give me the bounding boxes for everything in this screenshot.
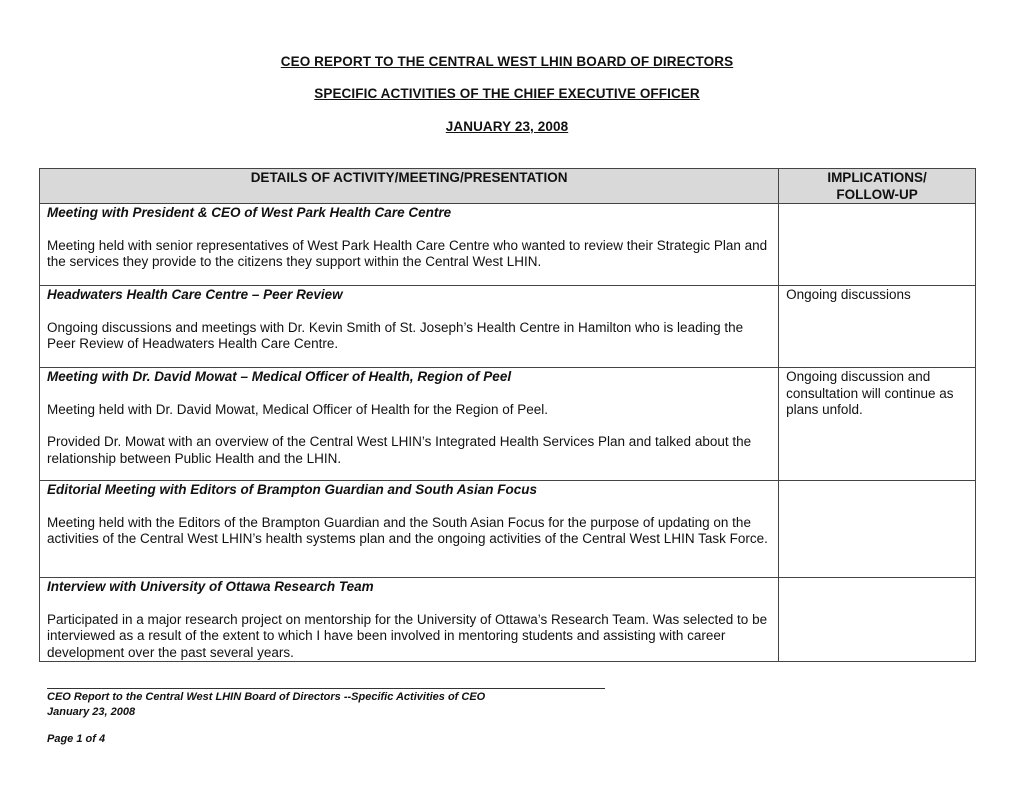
activity-paragraph: Provided Dr. Mowat with an overview of the Central West LHIN’s Integrated Health Services Plan and talked about the relationship between Public Health and the LHIN.	[47, 434, 752, 466]
table-row	[40, 578, 976, 662]
table-row	[40, 204, 976, 286]
table-row	[40, 286, 976, 368]
footer-date: January 23, 2008	[47, 706, 136, 718]
activity-followup: Ongoing discussion and consultation will continue as plans unfold.	[779, 368, 976, 481]
activity-paragraph: Meeting held with Dr. David Mowat, Medical Officer of Health for the Region of Peel.	[47, 401, 548, 417]
activity-followup	[779, 578, 976, 662]
footer-divider	[47, 688, 605, 689]
implications-header-line2: FOLLOW-UP	[836, 186, 918, 202]
report-title: CEO REPORT TO THE CENTRAL WEST LHIN BOARD OF DIRECTORS	[280, 54, 734, 69]
activity-followup: Ongoing discussions	[779, 286, 976, 368]
activity-details	[40, 286, 779, 368]
report-date: JANUARY 23, 2008	[445, 119, 569, 134]
table-row	[40, 481, 976, 578]
details-column-header: DETAILS OF ACTIVITY/MEETING/PRESENTATION	[40, 169, 779, 204]
activity-paragraph: Ongoing discussions and meetings with Dr. Kevin Smith of St. Joseph’s Health Centre in Hamilton who is leading the Peer Review of Headwaters Health Care Centre.	[47, 319, 744, 351]
footer-report-name: CEO Report to the Central West LHIN Board of Directors --Specific Activities of CEO	[47, 691, 486, 703]
activities-table	[39, 168, 976, 662]
table-row	[40, 368, 976, 481]
activity-paragraph: Participated in a major research project on mentorship for the University of Ottawa’s Research Team. Was selected to be interviewed as a result of the extent to which I have been involved in mentoring students and assisting with career development over the past several years.	[47, 611, 768, 660]
activity-details	[40, 578, 779, 662]
report-subtitle: SPECIFIC ACTIVITIES OF THE CHIEF EXECUTIVE OFFICER	[314, 86, 700, 101]
implications-column-header	[779, 169, 976, 204]
activity-title: Editorial Meeting with Editors of Brampton Guardian and South Asian Focus	[47, 482, 538, 497]
table-header-row	[40, 169, 976, 204]
activity-title: Meeting with President & CEO of West Park Health Care Centre	[47, 205, 452, 220]
activity-title: Meeting with Dr. David Mowat – Medical Officer of Health, Region of Peel	[47, 369, 512, 384]
activity-paragraph: Meeting held with the Editors of the Brampton Guardian and the South Asian Focus for the purpose of updating on the activities of the Central West LHIN’s health systems plan and the ongoing activities of the Central West LHIN Task Force.	[47, 514, 768, 546]
activity-details	[40, 204, 779, 286]
activity-paragraph: Meeting held with senior representatives of West Park Health Care Centre who wanted to review their Strategic Plan and the services they provide to the citizens they support within the Central West LHIN.	[47, 237, 768, 269]
activity-details	[40, 481, 779, 578]
activity-followup	[779, 481, 976, 578]
activity-title: Headwaters Health Care Centre – Peer Review	[47, 287, 343, 302]
activity-title: Interview with University of Ottawa Research Team	[47, 579, 374, 594]
implications-header-line1: IMPLICATIONS/	[827, 170, 927, 185]
activity-followup	[779, 204, 976, 286]
page-number: Page 1 of 4	[47, 733, 106, 745]
activity-details	[40, 368, 779, 481]
